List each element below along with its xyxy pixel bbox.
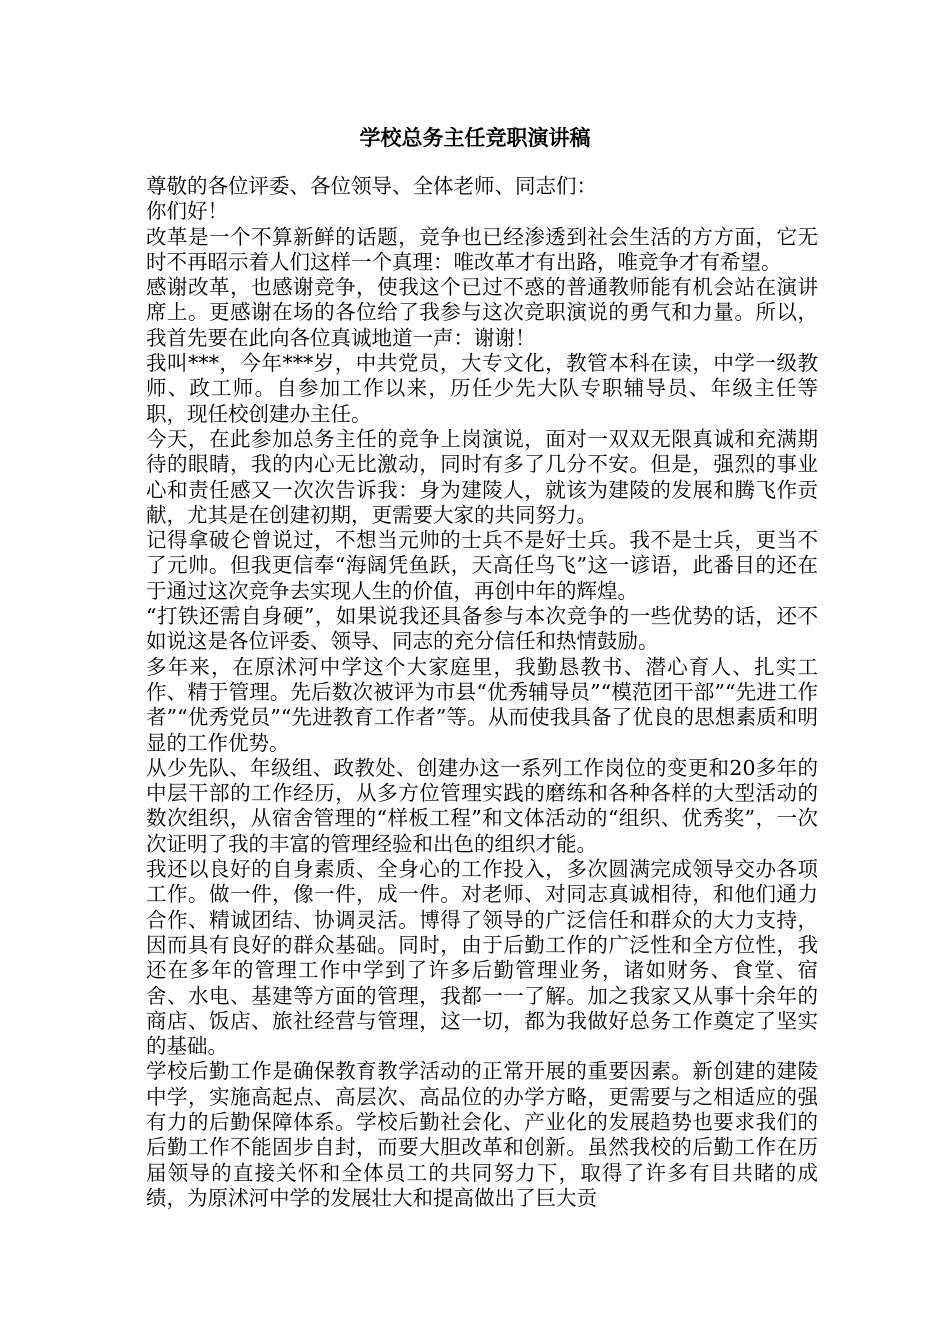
paragraph-greeting: 你们好！	[146, 199, 228, 224]
paragraph: 学校后勤工作是确保教育教学活动的正常开展的重要因素。新创建的建陵中学，实施高起点、高层次、高品位的办学方略，更需要与之相适应的强有力的后勤保障体系。学校后勤社会化、产业化的发展趋势也要求我们的后勤工作不能固步自封，而要大胆改革和创新。虽然我校的后勤工作在历届领导的直接关怀和全体员工的共同努力下，取得了许多有目共睹的成绩，为原沭河中学的发展壮大和提高做出了巨大贡	[146, 1059, 818, 1210]
paragraph: 感谢改革，也感谢竞争，使我这个已过不惑的普通教师能有机会站在演讲席上。更感谢在场的各位给了我参与这次竞职演说的勇气和力量。所以，我首先要在此向各位真诚地道一声：谢谢！	[146, 275, 818, 350]
paragraph-salutation: 尊敬的各位评委、各位领导、全体老师、同志们：	[146, 174, 597, 198]
paragraph: 我叫***，今年***岁，中共党员，大专文化，教管本科在读，中学一级教师、政工师。自参加工作以来，历任少先大队专职辅导员、年级主任等职，现任校创建办主任。	[146, 351, 818, 426]
paragraph: 记得拿破仑曾说过，不想当元帅的士兵不是好士兵。我不是士兵，更当不了元帅。但我更信奉“海阔凭鱼跃，天高任鸟飞”这一谚语，此番目的还在于通过这次竞争去实现人生的价值，再创中年的辉煌。	[146, 528, 818, 603]
document-body	[146, 174, 818, 1211]
document-title: 学校总务主任竞职演讲稿	[359, 126, 591, 150]
paragraph: 我还以良好的自身素质、全身心的工作投入，多次圆满完成领导交办各项工作。做一件，像一件，成一件。对老师、对同志真诚相待，和他们通力合作、精诚团结、协调灵活。博得了领导的广泛信任和群众的大力支持，因而具有良好的群众基础。同时，由于后勤工作的广泛性和全方位性，我还在多年的管理工作中学到了许多后勤管理业务，诸如财务、食堂、宿舍、水电、基建等方面的管理，我都一一了解。加之我家又从事十余年的商店、饭店、旅社经营与管理，这一切，都为我做好总务工作奠定了坚实的基础。	[146, 857, 818, 1059]
paragraph: 今天，在此参加总务主任的竞争上岗演说，面对一双双无限真诚和充满期待的眼睛，我的内心无比激动，同时有多了几分不安。但是，强烈的事业心和责任感又一次次告诉我：身为建陵人，就该为建陵的发展和腾飞作贡献，尤其是在创建初期，更需要大家的共同努力。	[146, 426, 818, 527]
paragraph: 改革是一个不算新鲜的话题，竞争也已经渗透到社会生活的方方面，它无时不再昭示着人们这样一个真理：唯改革才有出路，唯竞争才有希望。	[146, 224, 818, 274]
paragraph: 多年来，在原沭河中学这个大家庭里，我勤恳教书、潜心育人、扎实工作、精于管理。先后数次被评为市县“优秀辅导员”“模范团干部”“先进工作者”“优秀党员”“先进教育工作者”等。从而使我具备了优良的思想素质和明显的工作优势。	[146, 654, 818, 755]
paragraph: 从少先队、年级组、政教处、创建办这一系列工作岗位的变更和20多年的中层干部的工作经历，从多方位管理实践的磨练和各种各样的大型活动的数次组织，从宿舍管理的“样板工程”和文体活动的“组织、优秀奖”，一次次证明了我的丰富的管理经验和出色的组织才能。	[146, 755, 818, 856]
paragraph: “打铁还需自身硬”，如果说我还具备参与本次竞争的一些优势的话，还不如说这是各位评委、领导、同志的充分信任和热情鼓励。	[146, 604, 818, 654]
